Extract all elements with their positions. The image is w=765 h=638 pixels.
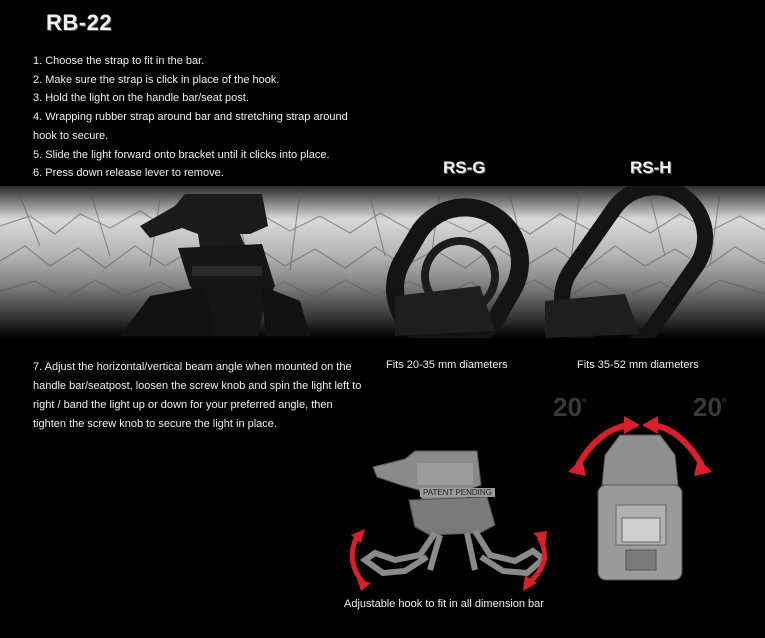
degree-symbol: ° — [581, 395, 587, 410]
patent-pending-label: PATENT PENDING — [420, 488, 495, 497]
texture-pattern — [0, 190, 765, 298]
step-6: 6. Press down release lever to remove. — [33, 167, 224, 180]
angle-left-value: 20 — [553, 392, 582, 422]
step-2: 2. Make sure the strap is click in place of the hook. — [33, 73, 280, 86]
strap-rs-h — [542, 186, 724, 338]
strap-rs-g — [375, 187, 540, 338]
strap-label-rs-g: RS-G — [443, 158, 486, 177]
step-4: 4. Wrapping rubber strap around bar and stretching strap around hook to secure. — [33, 111, 348, 142]
beam-angle-graphic — [560, 410, 720, 585]
product-title: RB-22 — [46, 10, 113, 35]
product-banner — [0, 186, 765, 338]
step-1: 1. Choose the strap to fit in the bar. — [33, 55, 205, 67]
strap-rs-g-fit-caption: Fits 20-35 mm diameters — [386, 359, 508, 371]
step-3: 3. Hold the light on the handle bar/seat post. — [33, 92, 249, 105]
mount-silhouette — [120, 194, 310, 336]
angle-right-value: 20 — [693, 392, 722, 422]
adjustable-hook-diagram — [335, 445, 555, 595]
strap-rs-h-fit-caption: Fits 35-52 mm diameters — [577, 359, 699, 371]
beam-angle-diagram — [560, 410, 720, 585]
banner-artwork — [0, 186, 765, 338]
hook-mount-graphic — [335, 445, 555, 595]
degree-symbol: ° — [721, 395, 727, 410]
hook-caption: Adjustable hook to fit in all dimension bar — [344, 598, 544, 610]
instruction-steps — [33, 52, 353, 183]
step-7-text: 7. Adjust the horizontal/vertical beam angle when mounted on the handle bar/seatpost, loosen the screw knob and spin the light left to right / band the light up or down for your preferred angle, then tighten the screw knob to secure the light in place. — [33, 361, 362, 430]
step-5: 5. Slide the light forward onto bracket until it clicks into place. — [33, 148, 330, 161]
strap-label-rs-h: RS-H — [630, 158, 672, 177]
